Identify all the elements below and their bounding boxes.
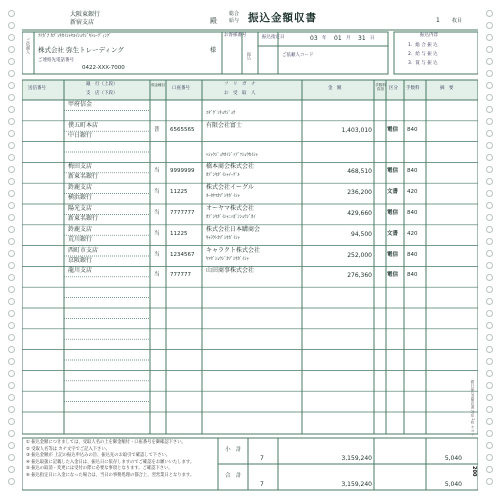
row-type: 普 (154, 126, 160, 133)
row-bank: 龍川支店 (68, 267, 93, 275)
note-6: ⑥ 振込指定日に入金になった場合は、当日の事務処理の都合上、翌営業日となります。 (26, 472, 195, 478)
row-type: 当 (154, 189, 160, 196)
row-bank: 陽光支店 (68, 205, 93, 212)
client-honorific: 様 (210, 47, 217, 54)
side-form-code: 200 (471, 466, 477, 477)
row-fee: 840 (407, 168, 418, 175)
row-branch: 新東名銀行 (68, 173, 99, 181)
row-fee-type: 電信 (387, 168, 399, 175)
date-day: 31 (358, 35, 366, 42)
subtotal-label: 小 計 (225, 447, 242, 453)
row-bank: 梅田支店 (68, 163, 93, 171)
note-3: ③ 振込金額が 上記の振込申込みの旨、振込先のお取引で確認して下さい。 (26, 453, 171, 458)
client-kana: ﾌﾘｶﾞﾅ ｶﾌﾞｼｷｶｲｼｬﾔﾖｲｼｮｳｼﾞｷﾄﾚｰﾃﾞｨﾝｸﾞ (38, 34, 112, 39)
date-month: 01 (334, 35, 342, 42)
form-title: 振込金額収書 (248, 12, 317, 24)
total-fee: 5,040 (444, 481, 462, 488)
content-option-3: 3．賞 与 振 込 (408, 61, 438, 66)
row-amount: 1,403,010 (341, 126, 372, 134)
client-phone: 0422-XXX-7000 (82, 65, 125, 71)
note-5: ⑤ 振込の取消・変更には受付の際に必要な事項となります。ご確認下さい。 (26, 466, 173, 471)
client-label: ご依頼人 (26, 38, 31, 54)
row-name: 株式会社日本購商会 (206, 225, 261, 233)
row-fee-type: 電信 (387, 210, 399, 216)
row-kana: ﾍｼｬｸｼﾞｮｳｶｲｼﾞｯﾌﾞﾂｼｮｳｶｲｼｬ (206, 152, 258, 158)
row-amount: 429,660 (347, 210, 372, 217)
date-month-unit: 月 (346, 36, 351, 41)
row-bank: 鈴鹿支店 (68, 225, 93, 233)
row-bank: 僕五町本店 (68, 121, 99, 129)
row-type: 当 (154, 230, 160, 237)
client-code2-label: ご依頼人コード (282, 53, 314, 58)
side-form-text: 銀行振込金額収書 対応 2枚 ヤヨイ (471, 380, 475, 437)
row-account: 1234567 (170, 251, 195, 258)
row-name: 株式会社イーグル (206, 184, 254, 192)
transfer-receipt-form (22, 8, 478, 494)
col-fee-type: 区分 (389, 86, 398, 91)
row-bank: 甲府信金 (68, 101, 93, 108)
row-name: 有限会社富士 (206, 121, 243, 129)
row-kana: ｵｰﾀﾔﾏｶﾌﾞｼｷｶﾞｲｼｬ (206, 194, 240, 200)
row-branch: 横浜銀行 (68, 194, 93, 202)
row-kana: ﾔﾏﾀﾞｼｮｳｼﾞｶﾌﾞｼｷｶﾞｲｼｬ (206, 256, 249, 262)
subtotal-fee: 5,040 (444, 455, 462, 462)
row-fee: 420 (407, 189, 418, 196)
content-option-2: 2．給 与 振 込 (408, 52, 438, 57)
row-account: 6565565 (170, 126, 195, 133)
row-type: 当 (154, 272, 160, 279)
row-fee-type: 文書 (387, 230, 399, 237)
row-name: 橋本商会株式会社 (206, 163, 255, 171)
row-account: 7777777 (170, 210, 195, 216)
col-recipient: お 受 取 人 (224, 91, 256, 96)
row-kana: ｶﾌﾞｼｷｶﾞｲｼｬｲｰｸﾞﾙ (206, 173, 240, 179)
row-branch: 荒川銀行 (68, 235, 93, 243)
row-fee: 840 (407, 210, 418, 216)
row-type: 当 (154, 210, 160, 216)
row-amount: 468,510 (347, 168, 372, 176)
row-amount: 236,200 (347, 189, 372, 197)
row-fee-type: 文書 (387, 189, 399, 196)
row-bank: 鈴鹿支店 (68, 184, 93, 192)
row-fee-type: 電信 (387, 272, 399, 279)
subtotal-amount: 3,159,240 (341, 455, 372, 462)
col-type: 預金種目 (151, 83, 165, 87)
phone-label: ご連絡先電話番号 (38, 58, 74, 63)
date-year-unit: 年 (322, 36, 327, 41)
row-bank: 西町市支店 (68, 246, 99, 254)
total-label: 合 計 (225, 473, 242, 479)
addressee-bank: 大阪東銀行 (70, 11, 101, 18)
row-kana: ｺﾀﾞｹﾞﾝｷｮｳｼﾞｮｳ (206, 111, 236, 116)
row-branch: 中日銀行 (68, 131, 93, 139)
note-1: ① 振込金額につきましては、受取人名の上を御金額付・口座番号を御確認下さい。 (26, 440, 186, 445)
right-tractor-holes (482, 10, 496, 490)
row-branch: 新東名銀行 (68, 215, 99, 222)
row-amount: 252,000 (347, 251, 372, 259)
date-year: 03 (310, 35, 318, 42)
col-fee-payer: 手数料負担 (375, 83, 386, 91)
row-fee: 420 (407, 230, 418, 237)
col-memo: 摘 要 (440, 86, 454, 91)
addressee-branch: 新宿支店 (70, 19, 95, 26)
row-amount: 94,500 (351, 230, 372, 238)
row-name: オーヤマ株式会社 (206, 205, 255, 212)
total-amount: 3,159,240 (341, 481, 372, 488)
client-name: 株式会社 弥生トレーディング (38, 46, 124, 54)
row-fee: 840 (407, 126, 418, 133)
bank-account-label: 振込 (247, 52, 252, 60)
col-no: 送信番号 (28, 86, 46, 91)
row-name: 山田商事株式会社 (206, 267, 255, 275)
row-account: 777777 (170, 272, 191, 279)
date-label: 振込指定日 (262, 35, 285, 40)
page-number: 1 (436, 17, 440, 24)
row-fee: 840 (407, 251, 418, 258)
note-4: ④ 振込取扱に記載した入金日は、振込日に依存しますのでご確認をお願いいたします。 (26, 459, 195, 465)
row-type: 当 (154, 168, 160, 175)
col-amount: 金 額 (328, 86, 342, 91)
row-name: キャラクト株式会社 (206, 246, 261, 254)
row-kana: ｷｬﾗｸﾄｶﾌﾞｼｷｶﾞｲｼｬ (206, 235, 240, 241)
left-tractor-holes (4, 10, 18, 490)
subtotal-count: 7 (260, 455, 264, 462)
col-account: 口座番号 (172, 86, 190, 91)
row-account: 11225 (170, 189, 188, 196)
col-kana: フ リ ガ ナ (224, 82, 256, 87)
row-type: 当 (154, 251, 160, 258)
row-fee: 840 (407, 272, 418, 279)
row-account: 9999999 (170, 168, 195, 175)
note-2: ② 受取人名等は カナ文字でご記入下さい。 (26, 446, 110, 452)
honorific: 殿 (210, 17, 217, 25)
row-kana: ｶﾌﾞｼｷｶﾞｲｼｬﾆｯﾎﾟﾝｼｮｳｼﾞｶｲ (206, 215, 256, 220)
row-amount: 276,360 (347, 272, 372, 280)
form-type-top: 総合 (229, 11, 240, 17)
row-account: 11225 (170, 230, 188, 237)
date-day-unit: 日 (370, 36, 375, 41)
row-branch: 京阪銀行 (68, 256, 93, 264)
content-label: 振込内容 (420, 33, 438, 38)
footer-notes (26, 440, 214, 479)
form-type-bottom: 給与 (229, 18, 240, 24)
col-bank: 銀 行（上段） (86, 82, 118, 87)
content-option-1: 1．総 合 振 込 (408, 43, 438, 48)
row-fee-type: 電信 (387, 251, 399, 258)
page-unit: 枚目 (452, 18, 463, 24)
row-fee-type: 電信 (387, 126, 399, 133)
total-count: 7 (260, 481, 264, 488)
col-branch: 支 店（下段） (86, 91, 118, 96)
col-fee: 手数料 (406, 86, 420, 91)
client-code-label: お客様番号 (224, 33, 247, 38)
